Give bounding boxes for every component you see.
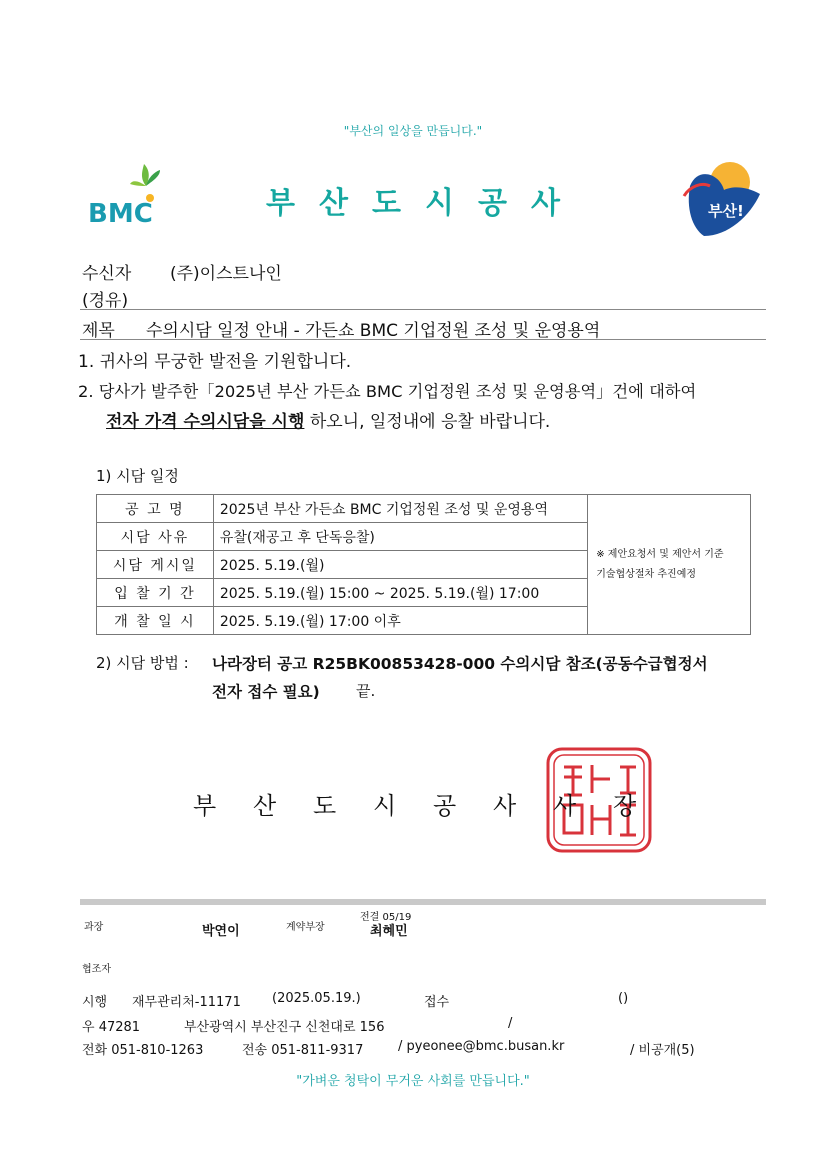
approver-role-1: 과장 [84, 922, 104, 933]
schedule-table [96, 494, 751, 635]
table-cell-label: 시담 사유 [97, 523, 214, 551]
approver-name-1: 박연이 [202, 924, 240, 939]
signatory-char: 사 [553, 792, 577, 820]
table-cell-value: 2025. 5.19.(월) [213, 551, 587, 579]
body-item-2: 2. 당사가 발주한「2025년 부산 가든쇼 BMC 기업정원 조성 및 운영용역」건에 대하여 [78, 382, 697, 401]
decision-note: 전결 05/19 [360, 912, 412, 923]
signatory-char: 부 [193, 792, 217, 820]
recipient-value: (주)이스트나인 [170, 264, 282, 284]
enforce-number: 재무관리처-11171 [132, 995, 241, 1010]
method-value: 나라장터 공고 R25BK00853428-000 수의시담 참조(공동수급협정서 [212, 655, 708, 673]
email: / pyeonee@bmc.busan.kr [398, 1039, 565, 1054]
table-note-line: ※ 제안요청서 및 제안서 기준 [596, 548, 724, 560]
signatory-char: 산 [253, 792, 277, 820]
table-note [588, 495, 751, 635]
divider [80, 339, 766, 340]
org-title: 부산도시공사 [266, 186, 584, 221]
body-item-1: 1. 귀사의 무궁한 발전을 기원합니다. [78, 352, 352, 372]
svg-text:부산!: 부산! [708, 202, 744, 220]
recipient-label: 수신자 [82, 264, 132, 284]
subject-label: 제목 [82, 321, 115, 341]
table-cell-label: 공 고 명 [97, 495, 214, 523]
phone: 전화 051-810-1263 [82, 1043, 204, 1058]
table-cell-value: 2025. 5.19.(월) 17:00 이후 [213, 607, 587, 635]
bottom-slogan: "가벼운 청탁이 무거운 사회를 만듭니다." [296, 1074, 530, 1089]
method-value-cont: 전자 접수 필요) [212, 683, 320, 701]
approver-role-2: 계약부장 [286, 922, 325, 933]
body-item-2-rest: 하오니, 일정내에 응찰 바랍니다. [309, 412, 551, 432]
table-cell-value: 유찰(재공고 후 단독응찰) [213, 523, 587, 551]
schedule-heading: 1) 시담 일정 [96, 467, 179, 485]
signatory-char: 시 [373, 792, 397, 820]
svg-text:BMC: BMC [88, 199, 153, 229]
via-label: (경유) [82, 291, 129, 311]
disclosure: / 비공개(5) [630, 1043, 695, 1058]
subject-value: 수의시담 일정 안내 - 가든쇼 BMC 기업정원 조성 및 운영용역 [146, 321, 601, 341]
footer-bar [80, 899, 766, 905]
table-cell-label: 시담 게시일 [97, 551, 214, 579]
signatory-title [193, 786, 673, 821]
table-note-line: 기술협상절차 추진예정 [596, 568, 697, 580]
table-cell-label: 입 찰 기 간 [97, 579, 214, 607]
method-label: 2) 시담 방법 : [96, 654, 189, 672]
table-cell-value: 2025. 5.19.(월) 15:00 ~ 2025. 5.19.(월) 17:00 [213, 579, 587, 607]
busan-logo [680, 156, 766, 242]
enforce-label: 시행 [82, 995, 108, 1010]
receive-paren: () [618, 991, 629, 1006]
divider [80, 309, 766, 310]
cooperator-label: 협조자 [82, 964, 111, 975]
postal-code: 우 47281 [82, 1020, 141, 1035]
address-separator: / [508, 1016, 513, 1031]
enforce-date: (2025.05.19.) [272, 991, 361, 1006]
end-mark: 끝. [356, 682, 376, 700]
signatory-char: 도 [313, 792, 337, 820]
signatory-char: 공 [433, 792, 457, 820]
approver-name-2: 최혜민 [370, 924, 408, 939]
fax: 전송 051-811-9317 [242, 1043, 364, 1058]
signatory-char: 사 [493, 792, 517, 820]
top-slogan: "부산의 일상을 만듭니다." [343, 124, 483, 138]
body-item-2-line2 [106, 407, 550, 432]
table-cell-label: 개 찰 일 시 [97, 607, 214, 635]
emphasis-text: 전자 가격 수의시담을 시행 [106, 412, 305, 432]
table-cell-value: 2025년 부산 가든쇼 BMC 기업정원 조성 및 운영용역 [213, 495, 587, 523]
receive-label: 접수 [424, 995, 450, 1010]
table-row [97, 495, 751, 523]
address: 부산광역시 부산진구 신천대로 156 [184, 1020, 385, 1035]
signatory-char: 장 [613, 792, 637, 820]
